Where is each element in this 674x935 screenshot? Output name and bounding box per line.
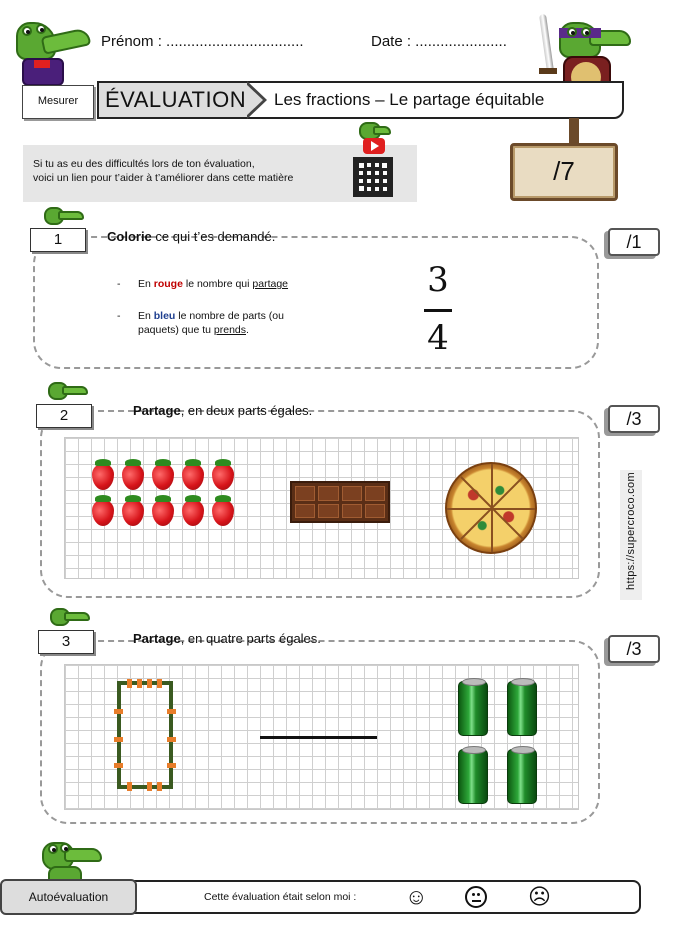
total-score-sign	[510, 143, 618, 201]
fraction-bar	[424, 309, 452, 312]
can-icon	[507, 749, 537, 804]
page-title: ÉVALUATION	[99, 83, 249, 117]
date-field[interactable]: Date : ......................	[371, 33, 507, 50]
fraction[interactable]	[420, 260, 456, 360]
fraction-numerator[interactable]: 3	[427, 260, 449, 300]
croc-small-icon	[44, 378, 92, 404]
site-url[interactable]: https://supercroco.com	[620, 470, 642, 600]
qr-code-icon[interactable]	[353, 157, 393, 197]
croc-footer-mascot	[36, 836, 106, 882]
croc-small-icon	[46, 604, 94, 630]
pizza-icon	[445, 462, 537, 554]
fraction-denominator[interactable]: 4	[427, 318, 449, 358]
category-tag: Mesurer	[22, 85, 94, 119]
sign-post	[569, 118, 579, 146]
autoeval-prompt: Cette évaluation était selon moi :	[204, 891, 357, 903]
title-arrow	[247, 81, 267, 119]
exercise-1-number: 1	[30, 228, 86, 252]
exercise-2-title: Partage, en deux parts égales.	[133, 403, 313, 418]
exercise-1-score: /1	[608, 228, 660, 256]
exercise-3-number: 3	[38, 630, 94, 654]
croc-small-icon	[40, 203, 88, 229]
exercise-1-title: Colorie ce qui t’es demandé.	[107, 229, 276, 244]
sad-face-icon[interactable]: ☹	[528, 884, 551, 909]
autoeval-label: Autoévaluation	[0, 879, 137, 915]
exercise-1-box	[33, 236, 599, 369]
fence-rectangle-icon	[117, 681, 173, 789]
prenom-field[interactable]: Prénom : .................................	[101, 33, 304, 50]
neutral-face-icon[interactable]	[465, 886, 487, 908]
play-button-icon	[363, 138, 385, 154]
help-line-1: Si tu as eu des difficultés lors de ton évaluation,	[33, 158, 255, 170]
line-segment	[260, 736, 377, 739]
croc-mascot-left	[4, 14, 94, 86]
happy-face-icon[interactable]: ☺	[405, 884, 428, 909]
exercise-3-score: /3	[608, 635, 660, 663]
croc-youtube-icon	[353, 120, 393, 156]
exercise-2-score: /3	[608, 405, 660, 433]
page-subtitle: Les fractions – Le partage équitable	[274, 90, 545, 109]
title-bar	[97, 81, 624, 119]
sword-icon	[539, 14, 554, 72]
can-icon	[507, 681, 537, 736]
help-line-2: voici un lien pour t’aider à t’améliorer dans cette matière	[33, 172, 294, 184]
can-icon	[458, 749, 488, 804]
can-icon	[458, 681, 488, 736]
exercise-3-title: Partage, en quatre parts égales.	[133, 631, 321, 646]
chocolate-bar-icon	[290, 481, 390, 523]
total-score: /7	[553, 156, 575, 186]
exercise-2-number: 2	[36, 404, 92, 428]
